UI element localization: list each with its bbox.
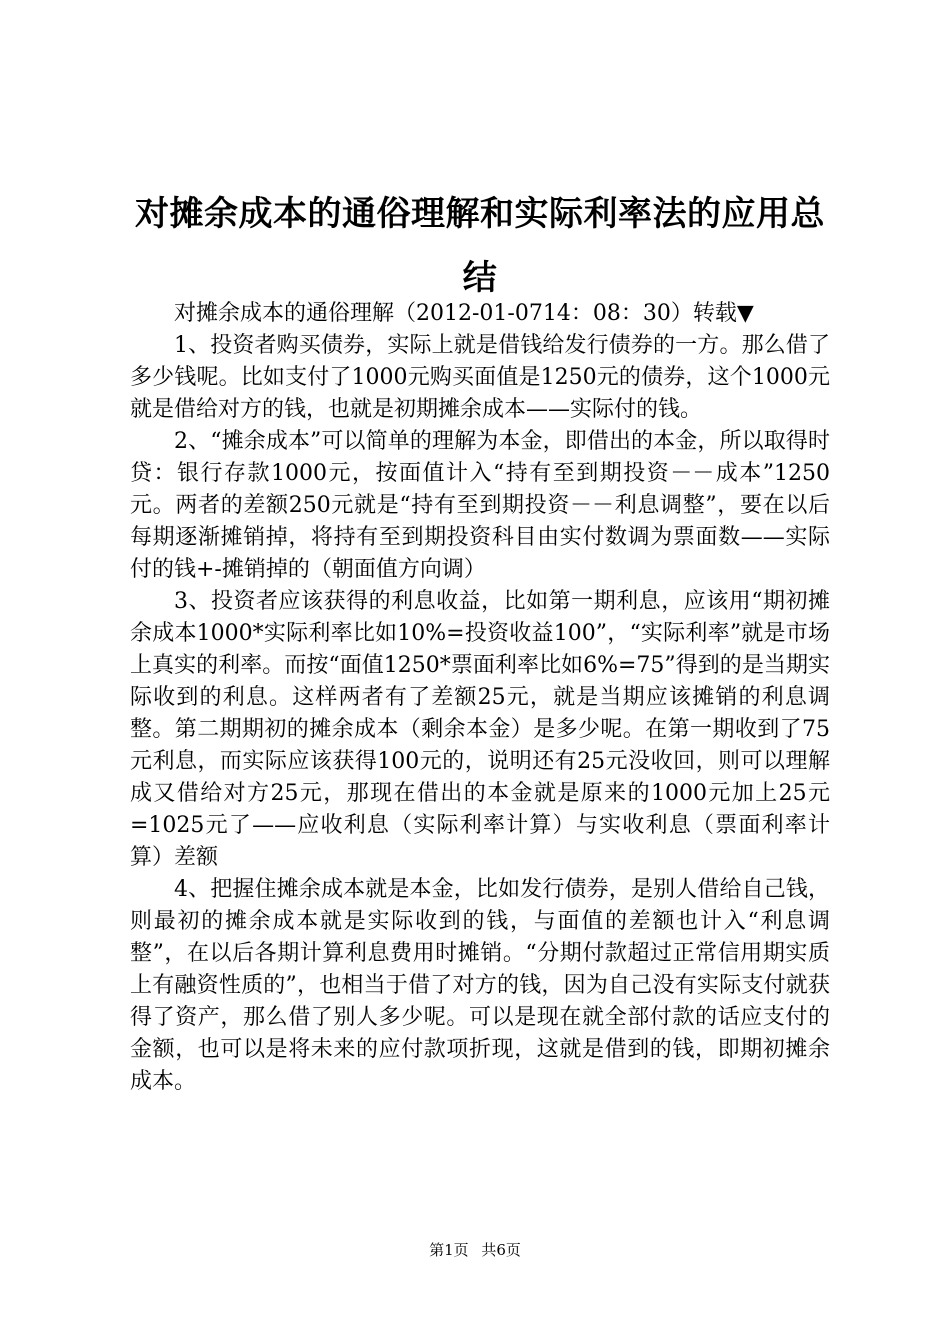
page-footer (0, 1240, 950, 1260)
paragraph-3: 3、投资者应该获得的利息收益，比如第一期利息，应该用“期初摊余成本1000*实际利率比如10%=投资收益100”，“实际利率”就是市场上真实的利率。而按“面值1250*票面利率比如6%=75”得到的是当期实际收到的利息。这样两者有了差额25元，就是当期应该摊销的利息调整。第二期期初的摊余成本（剩余本金）是多少呢。在第一期收到了75元利息，而实际应该获得100元的，说明还有25元没收回，则可以理解成又借给对方25元，那现在借出的本金就是原来的1000元加上25元=1025元了——应收利息（实际利率计算）与实收利息（票面利率计算）差额 (130, 589, 830, 870)
paragraph-4: 4、把握住摊余成本就是本金，比如发行债券，是别人借给自己钱，则最初的摊余成本就是实际收到的钱，与面值的差额也计入“利息调整”，在以后各期计算利息费用时摊销。“分期付款超过正常信用期实质上有融资性质的”，也相当于借了对方的钱，因为自己没有实际支付就获得了资产，那么借了别人多少呢。可以是现在就全部付款的话应支付的金额，也可以是将未来的应付款项折现，这就是借到的钱，即期初摊余成本。 (130, 877, 830, 1094)
paragraph-1: 1、投资者购买债券，实际上就是借钱给发行债券的一方。那么借了多少钱呢。比如支付了1000元购买面值是1250元的债券，这个1000元就是借给对方的钱，也就是初期摊余成本——实际付的钱。 (130, 333, 830, 422)
document-body (130, 298, 830, 1098)
document-title: 对摊余成本的通俗理解和实际利率法的应用总结 (135, 194, 825, 298)
paragraph-2: 2、“摊余成本”可以简单的理解为本金，即借出的本金，所以取得时贷：银行存款1000元，按面值计入“持有至到期投资－－成本”1250元。两者的差额250元就是“持有至到期投资－－利息调整”，要在以后每期逐渐摊销掉，将持有至到期投资科目由实付数调为票面数——实际付的钱+-摊销掉的（朝面值方向调） (130, 429, 830, 582)
paragraph-source-line: 对摊余成本的通俗理解（2012-01-0714：08：30）转载▼ (174, 301, 754, 326)
page-total: 共6页 (481, 1241, 521, 1259)
page-number: 第1页 (429, 1241, 469, 1259)
